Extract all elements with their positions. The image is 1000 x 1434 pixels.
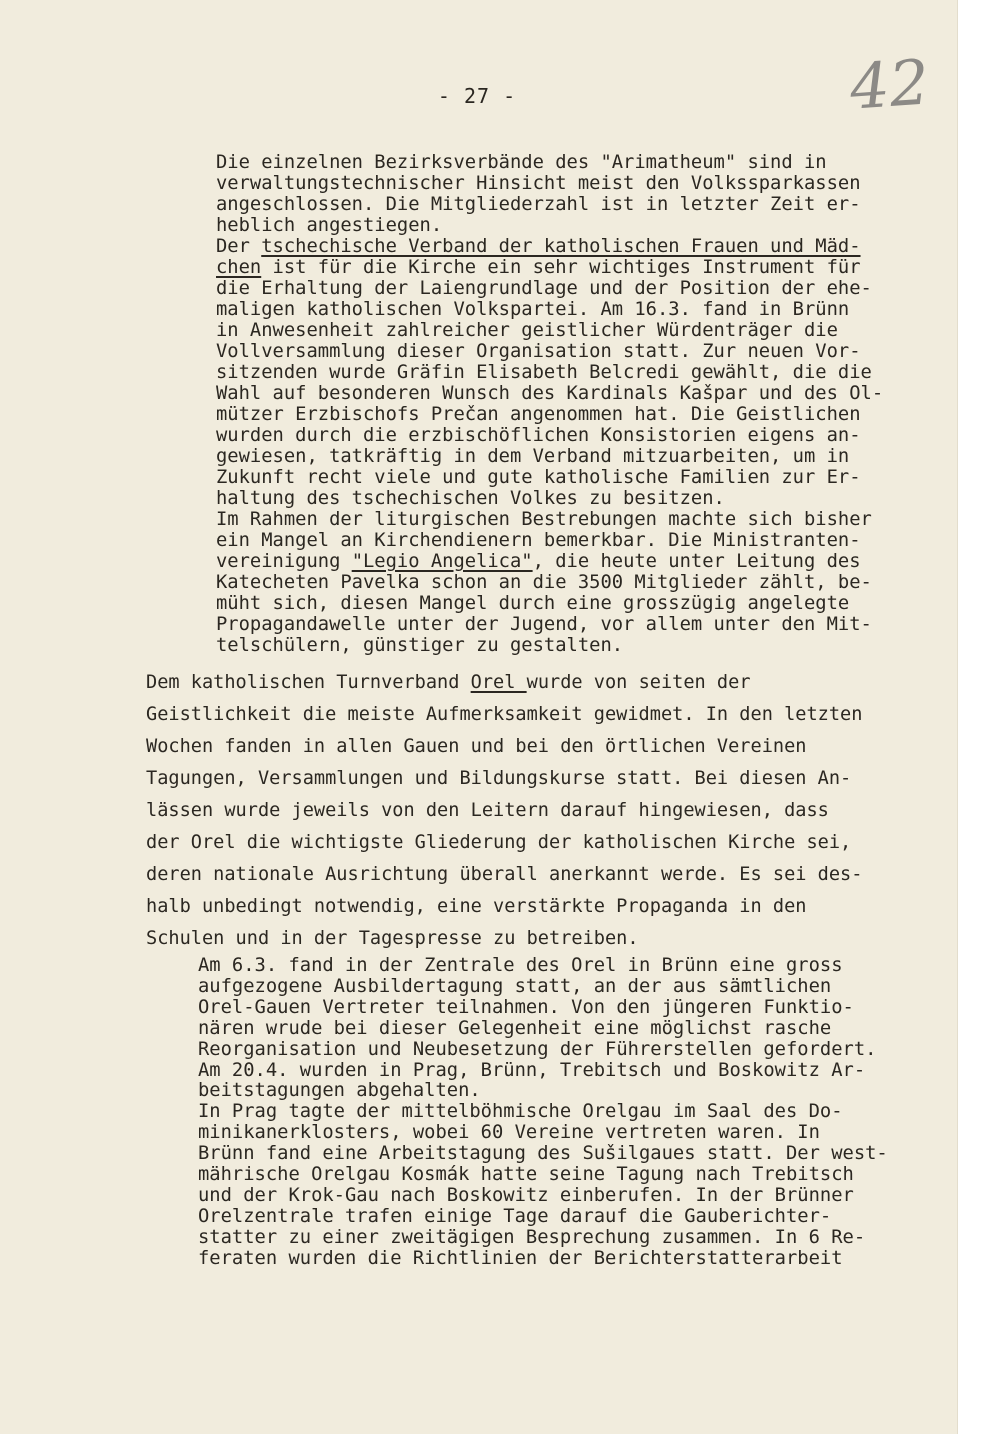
text-line: mützer Erzbischofs Prečan angenommen hat. Die Geistlichen xyxy=(216,404,861,425)
text-segment: wurde von seiten der xyxy=(526,672,751,693)
text-segment: Der xyxy=(216,236,262,257)
text-segment: , die heute unter Leitung des xyxy=(532,551,861,572)
text-line: gewiesen, tatkräftig in dem Verband mitzuarbeiten, um in xyxy=(216,446,850,467)
page-number: - 27 - xyxy=(437,84,517,108)
handwritten-folio-number: 42 xyxy=(847,45,932,124)
text-line xyxy=(216,236,883,257)
text-line: Wahl auf besonderen Wunsch des Kardinals Kašpar und des Ol- xyxy=(216,383,884,404)
text-line: Tagungen, Versammlungen und Bildungskurse statt. Bei diesen An- xyxy=(146,768,852,789)
text-line: mährische Orelgau Kosmák hatte seine Tagung nach Trebitsch xyxy=(198,1164,854,1186)
text-line: feraten wurden die Richtlinien der Berichterstatterarbeit xyxy=(198,1247,843,1269)
text-line: deren nationale Ausrichtung überall anerkannt werde. Es sei des- xyxy=(146,864,863,885)
text-line: telschülern, günstiger zu gestalten. xyxy=(216,635,624,656)
text-line: Vollversammlung dieser Organisation statt. Zur neuen Vor- xyxy=(216,341,861,362)
paragraph-orel-turnverband xyxy=(146,667,862,955)
text-line: Katecheten Pavelka schon an die 3500 Mitglieder zählt, be- xyxy=(216,572,872,593)
text-line xyxy=(146,667,862,699)
text-line: Die einzelnen Bezirksverbände des "Arimatheum" sind in xyxy=(216,152,827,173)
text-line: und der Krok-Gau nach Boskowitz einberufen. In der Brünner xyxy=(198,1184,854,1206)
text-line: Schulen und in der Tagespresse zu betreiben. xyxy=(146,928,639,949)
underlined-phrase: Orel xyxy=(470,672,527,693)
text-segment: vereinigung xyxy=(216,551,352,572)
text-line: Am 20.4. wurden in Prag, Brünn, Trebitsch und Boskowitz Ar- xyxy=(198,1059,866,1081)
text-line: Orelzentrale trafen einige Tage darauf die Gauberichter- xyxy=(198,1205,832,1227)
text-line: Am 6.3. fand in der Zentrale des Orel in Brünn eine gross xyxy=(198,955,843,976)
text-line: Wochen fanden in allen Gauen und bei den örtlichen Vereinen xyxy=(146,736,807,757)
text-line: nären wrude bei dieser Gelegenheit eine möglichst rasche xyxy=(198,1017,832,1039)
text-line: der Orel die wichtigste Gliederung der katholischen Kirche sei, xyxy=(146,832,852,853)
underlined-phrase: chen xyxy=(216,257,262,278)
text-line: beitstagungen abgehalten. xyxy=(198,1080,481,1102)
text-line: Geistlichkeit die meiste Aufmerksamkeit gewidmet. In den letzten xyxy=(146,704,863,725)
text-line: haltung des tschechischen Volkes zu besitzen. xyxy=(216,488,725,509)
underlined-phrase: "Legio Angelica" xyxy=(351,551,533,572)
text-line: angeschlossen. Die Mitgliederzahl ist in letzter Zeit er- xyxy=(216,194,861,215)
text-line xyxy=(216,257,883,278)
text-line: Propagandawelle unter der Jugend, vor allem unter den Mit- xyxy=(216,614,872,635)
text-line: aufgezogene Ausbildertagung statt, an der aus sämtlichen xyxy=(198,975,832,997)
text-line: wurden durch die erzbischöflichen Konsistorien eigens an- xyxy=(216,425,861,446)
underlined-phrase: tschechische Verband der katholischen Frauen und Mäd- xyxy=(261,236,861,257)
text-line: die Erhaltung der Laiengrundlage und der Position der ehe- xyxy=(216,278,872,299)
text-line: maligen katholischen Volkspartei. Am 16.3. fand in Brünn xyxy=(216,299,850,320)
text-line: In Prag tagte der mittelböhmische Orelgau im Saal des Do- xyxy=(198,1101,843,1123)
text-line: Reorganisation und Neubesetzung der Führerstellen gefordert. xyxy=(198,1038,877,1060)
text-line: müht sich, diesen Mangel durch eine grosszügig angelegte xyxy=(216,593,850,614)
text-line: statter zu einer zweitägigen Besprechung zusammen. In 6 Re- xyxy=(198,1226,866,1248)
text-line: in Anwesenheit zahlreicher geistlicher Würdenträger die xyxy=(216,320,838,341)
scan-margin xyxy=(957,0,1000,1434)
text-line: Orel-Gauen Vertreter teilnahmen. Von den jüngeren Funktio- xyxy=(198,996,854,1018)
text-line xyxy=(216,551,883,572)
text-line: ein Mangel an Kirchendienern bemerkbar. Die Ministranten- xyxy=(216,530,861,551)
text-line: minikanerklosters, wobei 60 Vereine vertreten waren. In xyxy=(198,1122,820,1144)
text-line: Brünn fand eine Arbeitstagung des Sušilgaues statt. Der west- xyxy=(198,1143,888,1165)
text-line: sitzenden wurde Gräfin Elisabeth Belcredi gewählt, die die xyxy=(216,362,872,383)
text-line: verwaltungstechnischer Hinsicht meist den Volkssparkassen xyxy=(216,173,861,194)
text-line: halb unbedingt notwendig, eine verstärkte Propaganda in den xyxy=(146,896,807,917)
text-line: Zukunft recht viele und gute katholische Familien zur Er- xyxy=(216,467,861,488)
paragraph-orel-tagungen xyxy=(198,956,888,1270)
text-segment: ist für die Kirche ein sehr wichtiges Instrument für xyxy=(261,257,861,278)
text-line: Im Rahmen der liturgischen Bestrebungen machte sich bisher xyxy=(216,509,872,530)
text-line: lässen wurde jeweils von den Leitern darauf hingewiesen, dass xyxy=(146,800,829,821)
paragraph-arimatheum-frauenverband xyxy=(216,152,883,656)
text-segment: Dem katholischen Turnverband xyxy=(146,672,471,693)
text-line: heblich angestiegen. xyxy=(216,215,443,236)
